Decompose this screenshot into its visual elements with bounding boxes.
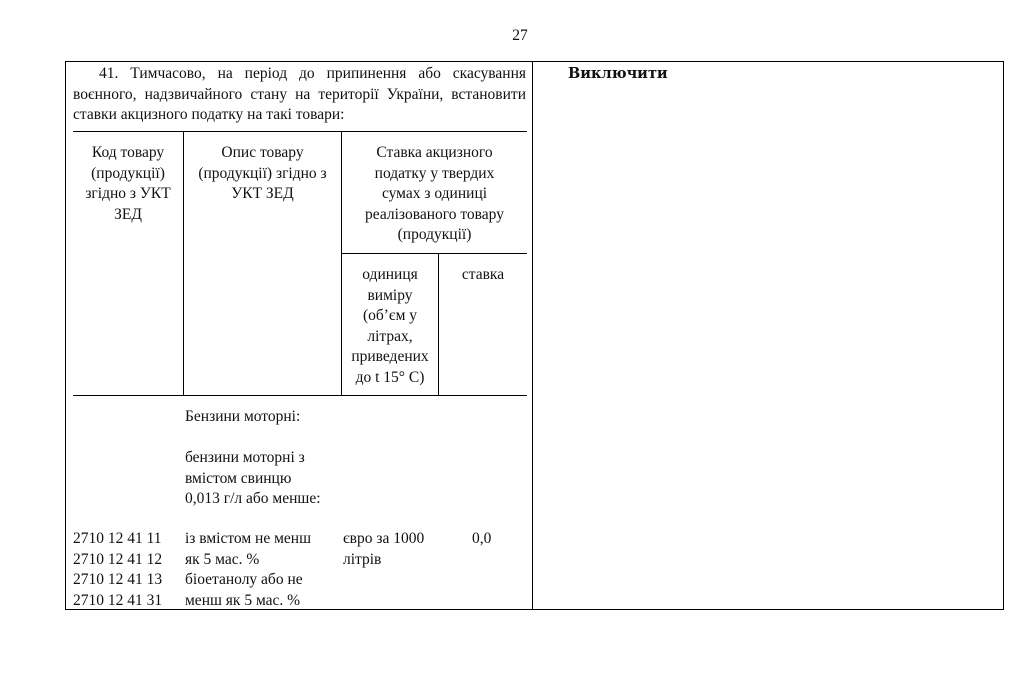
intro-paragraph: 41. Тимчасово, на період до припинення або скасування воєнного, надзвичайного стану на території України, встановити ставки акцизного податку на такі товари: [73, 65, 526, 123]
subsection-title: бензини моторні з вмістом свинцю 0,013 г/л або менше: [185, 449, 321, 507]
header-description: Опис товару (продукції) згідно з УКТ ЗЕД [198, 144, 327, 202]
header-code: Код товару (продукції) згідно з УКТ ЗЕД [85, 144, 171, 223]
column-divider [532, 62, 533, 609]
product-code: 2710 12 41 11 [73, 530, 162, 547]
unit-value: євро за 1000 літрів [343, 530, 425, 568]
page-number: 27 [512, 27, 528, 44]
product-code: 2710 12 41 31 [73, 591, 163, 609]
header-rate-group: Ставка акцизного податку у твердих сумах з одиниці реалізованого товару (продукції) [365, 144, 504, 243]
product-code: 2710 12 41 13 [73, 571, 163, 588]
header-bottom-line [73, 395, 527, 396]
comparison-table [65, 61, 1004, 610]
header-unit: одиниця виміру (об’єм у літрах, приведених до t 15° С) [351, 266, 429, 386]
rate-value: 0,0 [472, 530, 492, 547]
section-title: Бензини моторні: [185, 408, 301, 425]
header-rate: ставка [461, 266, 505, 283]
product-codes [73, 529, 162, 611]
item-description: із вмістом не менш як 5 мас. % біоетанолу або не менш як 5 мас. % [185, 530, 312, 609]
right-column-text: Виключити [568, 65, 668, 82]
rate-group-line [341, 253, 527, 254]
inner-table-top-line [73, 131, 527, 132]
product-code: 2710 12 41 12 [73, 550, 163, 568]
